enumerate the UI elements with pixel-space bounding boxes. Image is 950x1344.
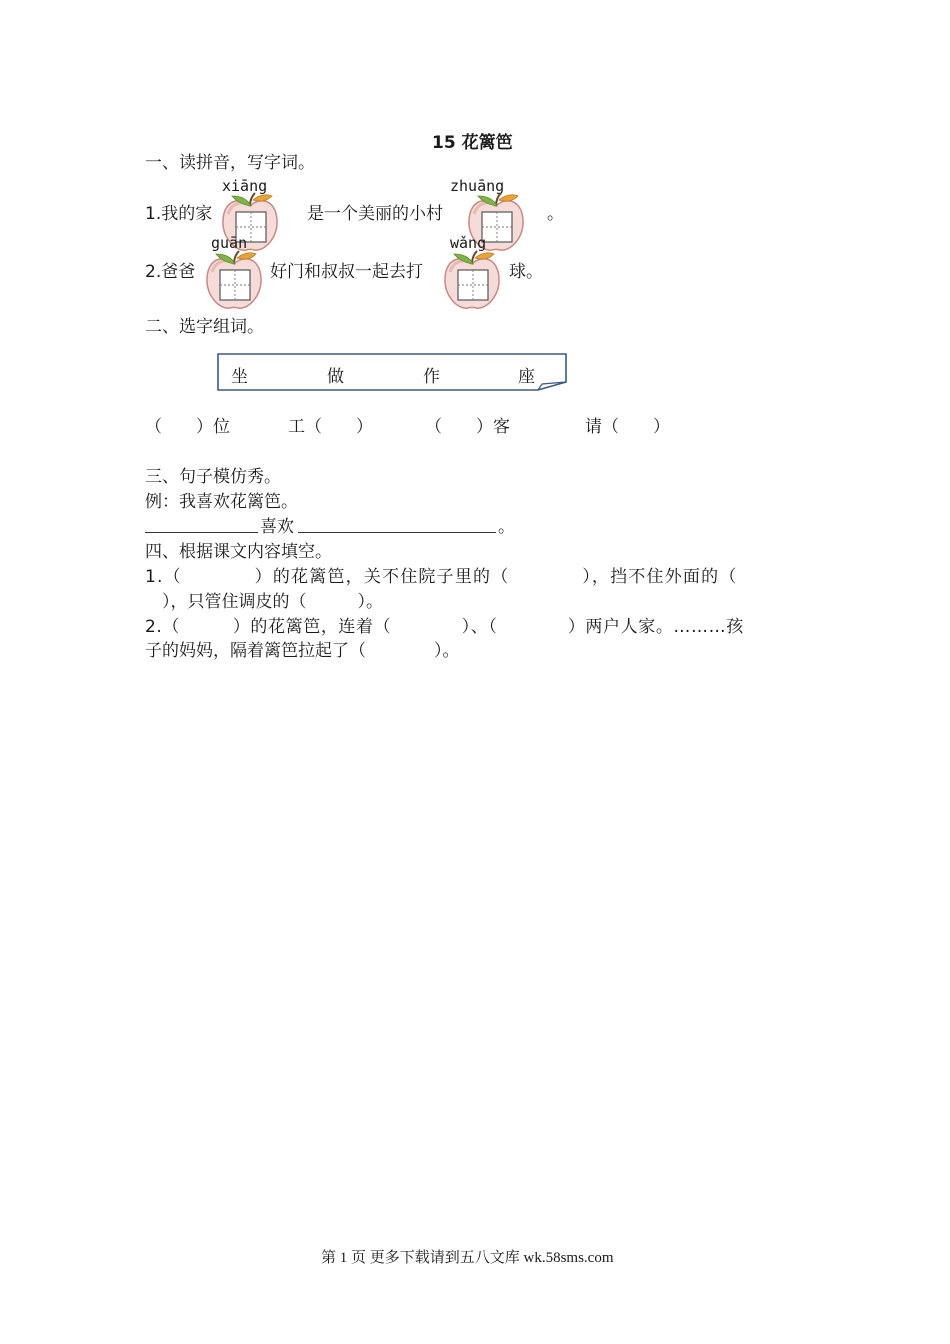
word-blank[interactable]: （ ）客 xyxy=(425,417,510,437)
section2-heading: 二、选字组词。 xyxy=(145,317,264,337)
section3-heading: 三、句子模仿秀。 xyxy=(145,467,281,487)
pinyin-xiang: xiāng xyxy=(222,177,268,195)
fill-question-1: 1.（ ）的花篱笆，关不住院子里的（ ），挡不住外面的（ xyxy=(145,567,738,587)
q2-prefix: 2.爸爸 xyxy=(145,262,196,282)
word-blank[interactable]: 工（ ） xyxy=(288,417,373,437)
fill-question-2: 2.（ ）的花篱笆，连着（ ）、（ ）两户人家。………孩 xyxy=(145,617,744,637)
q1-prefix: 1.我的家 xyxy=(145,204,213,224)
page-footer: 第 1 页 更多下载请到五八文库 wk.58sms.com xyxy=(321,1250,614,1266)
choice-char[interactable]: 座 xyxy=(518,367,535,387)
page-title: 15 花篱笆 xyxy=(432,133,513,153)
section4-heading: 四、根据课文内容填空。 xyxy=(145,542,332,562)
apple-writing-box-icon[interactable] xyxy=(442,250,502,312)
word-choice-box xyxy=(216,352,570,394)
pinyin-wang: wǎng xyxy=(450,234,487,252)
q1-middle: 是一个美丽的小村 xyxy=(307,204,443,224)
choice-char[interactable]: 做 xyxy=(327,367,344,387)
template-end: 。 xyxy=(498,517,515,537)
template-word: 喜欢 xyxy=(260,517,294,537)
pinyin-zhuang: zhuāng xyxy=(450,177,505,195)
section1-heading: 一、读拼音，写字词。 xyxy=(145,153,315,173)
answer-line[interactable] xyxy=(298,532,496,533)
fill-question-1-cont: ），只管住调皮的（ ）。 xyxy=(145,592,383,612)
fill-question-2-cont: 子的妈妈，隔着篱笆拉起了（ ）。 xyxy=(145,641,460,661)
pinyin-guan: guān xyxy=(211,234,248,252)
example-sentence: 例：我喜欢花篱笆。 xyxy=(145,492,298,512)
choice-char[interactable]: 坐 xyxy=(231,367,248,387)
answer-line[interactable] xyxy=(145,532,258,533)
q2-suffix: 球。 xyxy=(509,262,543,282)
q2-middle: 好门和叔叔一起去打 xyxy=(270,262,423,282)
q1-suffix: 。 xyxy=(547,204,564,224)
word-blank[interactable]: 请（ ） xyxy=(585,417,670,437)
apple-writing-box-icon[interactable] xyxy=(204,250,264,312)
word-blank[interactable]: （ ）位 xyxy=(145,417,230,437)
choice-char[interactable]: 作 xyxy=(423,367,440,387)
